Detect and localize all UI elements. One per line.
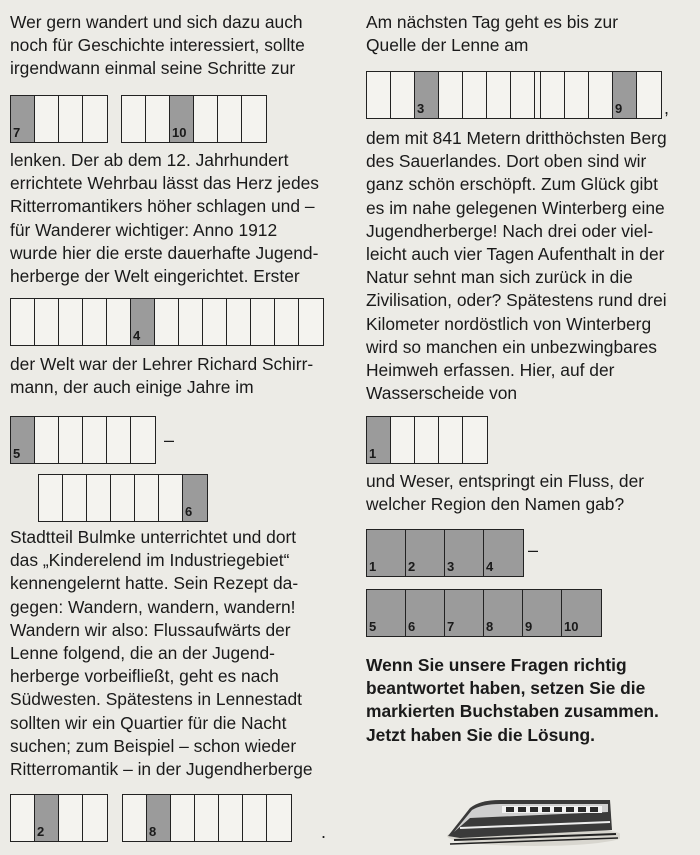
letter-cell[interactable] — [242, 96, 266, 142]
letter-cell[interactable] — [463, 417, 487, 463]
left-paragraph-3: der Welt war der Lehrer Richard Schirr- mann, der auch einige Jahre im — [10, 354, 314, 398]
letter-cell[interactable] — [637, 72, 661, 118]
cell-number: 2 — [408, 559, 416, 574]
answer-grid-6[interactable] — [10, 794, 108, 842]
letter-cell[interactable] — [39, 475, 63, 521]
letter-cell[interactable] — [183, 475, 207, 521]
letter-cell[interactable] — [367, 417, 391, 463]
letter-cell[interactable] — [219, 795, 243, 841]
letter-cell[interactable] — [179, 299, 203, 345]
letter-cell[interactable] — [218, 96, 242, 142]
cell-number: 7 — [447, 619, 455, 634]
cell-number: 10 — [172, 125, 187, 140]
right-paragraph-2: dem mit 841 Metern dritthöchsten Berg des Sauerlandes. Dort oben sind wir ganz schön erschöpft. Zum Glück gibt es im nahe gelegenen Winterberg eine Jugendherberge! Nach drei oder viel- leicht auch vier Tagen Aufenthalt in der Natur sehnt man sich zurück in die Zivilisation, oder? Spätestens rund drei Kilometer nordöstlich von Winterberg wird so manchen ein unbezwingbares Heimweh erfassen. Hier, auf der Wasserscheide von — [366, 128, 667, 404]
cell-number: 5 — [369, 619, 377, 634]
letter-cell[interactable] — [83, 795, 107, 841]
letter-cell[interactable] — [35, 795, 59, 841]
instruction-text: Wenn Sie unsere Fragen richtig beantwortet haben, setzen Sie die markierten Buchstaben zusammen. Jetzt haben Sie die Lösung. — [366, 655, 659, 745]
letter-cell[interactable] — [35, 96, 59, 142]
letter-cell[interactable] — [11, 417, 35, 463]
solution-hyphen: – — [528, 540, 539, 560]
letter-cell[interactable] — [415, 72, 439, 118]
answer-grid-3[interactable] — [10, 298, 324, 346]
letter-cell[interactable] — [195, 795, 219, 841]
letter-cell[interactable] — [523, 590, 562, 636]
letter-cell[interactable] — [35, 299, 59, 345]
letter-cell[interactable] — [59, 299, 83, 345]
letter-cell[interactable] — [415, 417, 439, 463]
right-paragraph-1: Am nächsten Tag geht es bis zur Quelle der Lenne am — [366, 12, 618, 56]
letter-cell[interactable] — [87, 475, 111, 521]
letter-cell[interactable] — [147, 795, 171, 841]
letter-cell[interactable] — [83, 299, 107, 345]
letter-cell[interactable] — [613, 72, 637, 118]
cell-number: 2 — [37, 824, 45, 839]
letter-cell[interactable] — [159, 475, 183, 521]
cell-number: 3 — [417, 101, 425, 116]
letter-cell[interactable] — [59, 417, 83, 463]
cell-number: 8 — [486, 619, 494, 634]
letter-cell[interactable] — [541, 72, 565, 118]
letter-cell[interactable] — [439, 72, 463, 118]
letter-cell[interactable] — [135, 475, 159, 521]
cell-number: 4 — [486, 559, 494, 574]
letter-cell[interactable] — [406, 530, 445, 576]
letter-cell[interactable] — [203, 299, 227, 345]
answer-grid-7[interactable] — [122, 794, 292, 842]
cell-number: 9 — [615, 101, 623, 116]
letter-cell[interactable] — [243, 795, 267, 841]
answer-grid-4[interactable] — [10, 416, 156, 464]
letter-cell[interactable] — [122, 96, 146, 142]
letter-cell[interactable] — [406, 590, 445, 636]
letter-cell[interactable] — [391, 417, 415, 463]
letter-cell[interactable] — [267, 795, 291, 841]
letter-cell[interactable] — [391, 72, 415, 118]
letter-cell[interactable] — [83, 417, 107, 463]
train-icon — [440, 778, 620, 850]
letter-cell[interactable] — [59, 96, 83, 142]
right-paragraph-3: und Weser, entspringt ein Fluss, der welcher Region den Namen gab? — [366, 471, 645, 515]
letter-cell[interactable] — [589, 72, 613, 118]
period-mark: . — [321, 822, 327, 842]
cell-number: 1 — [369, 446, 377, 461]
letter-cell[interactable] — [445, 590, 484, 636]
letter-cell[interactable] — [11, 299, 35, 345]
letter-cell[interactable] — [131, 299, 155, 345]
letter-cell[interactable] — [63, 475, 87, 521]
letter-cell[interactable] — [170, 96, 194, 142]
letter-cell[interactable] — [439, 417, 463, 463]
cell-number: 4 — [133, 328, 141, 343]
letter-cell[interactable] — [35, 417, 59, 463]
letter-cell[interactable] — [111, 475, 135, 521]
letter-cell[interactable] — [107, 417, 131, 463]
answer-grid-2[interactable] — [121, 95, 267, 143]
comma-mark: , — [664, 98, 670, 118]
letter-cell[interactable] — [487, 72, 511, 118]
letter-cell[interactable] — [59, 795, 83, 841]
letter-cell[interactable] — [171, 795, 195, 841]
cell-number: 9 — [525, 619, 533, 634]
solution-grid-1[interactable] — [366, 529, 524, 577]
letter-cell[interactable] — [227, 299, 251, 345]
answer-grid-1[interactable] — [10, 95, 108, 143]
letter-cell[interactable] — [11, 795, 35, 841]
cell-number: 7 — [13, 125, 21, 140]
answer-grid-5[interactable] — [38, 474, 208, 522]
letter-cell[interactable] — [131, 417, 155, 463]
answer-grid-10[interactable] — [366, 416, 488, 464]
letter-cell[interactable] — [562, 590, 601, 636]
cell-number: 3 — [447, 559, 455, 574]
answer-grid-9[interactable] — [540, 71, 662, 119]
cell-number: 6 — [185, 504, 193, 519]
letter-cell[interactable] — [194, 96, 218, 142]
letter-cell[interactable] — [484, 530, 523, 576]
left-paragraph-4: Stadtteil Bulmke unterrichtet und dort das „Kinderelend im Industriegebiet“ kennengelernt hatte. Sein Rezept da- gegen: Wandern, wandern, wandern! Wandern wir also: Flussaufwärts der Lenne folgend, die an der Jugend- herberge vorbeifließt, geht es nach Südwesten. Spätestens in Lennestadt sollten wir ein Quartier für die Nacht suchen; zum Beispiel – schon wieder Ritterromantik – in der Jugendherberge — [10, 527, 313, 780]
letter-cell[interactable] — [511, 72, 535, 118]
letter-cell[interactable] — [299, 299, 323, 345]
letter-cell[interactable] — [484, 590, 523, 636]
letter-cell[interactable] — [155, 299, 179, 345]
letter-cell[interactable] — [123, 795, 147, 841]
letter-cell[interactable] — [367, 530, 406, 576]
left-paragraph-1: Wer gern wandert und sich dazu auch noch für Geschichte interessiert, sollte irgendwann einmal seine Schritte zur — [10, 12, 305, 79]
letter-cell[interactable] — [146, 96, 170, 142]
answer-grid-8[interactable] — [366, 71, 560, 119]
cell-number: 5 — [13, 446, 21, 461]
cell-number: 1 — [369, 559, 377, 574]
letter-cell[interactable] — [367, 590, 406, 636]
cell-number: 10 — [564, 619, 579, 634]
left-paragraph-2: lenken. Der ab dem 12. Jahrhundert errichtete Wehrbau lässt das Herz jedes Ritterromantikers höher schlagen und – für Wanderer wichtiger: Anno 1912 wurde hier die erste dauerhafte Jugend- herberge der Welt eingerichtet. Erster — [10, 150, 319, 287]
letter-cell[interactable] — [367, 72, 391, 118]
cell-number: 8 — [149, 824, 157, 839]
letter-cell[interactable] — [565, 72, 589, 118]
letter-cell[interactable] — [11, 96, 35, 142]
hyphen-mark: – — [164, 430, 175, 450]
solution-grid-2[interactable] — [366, 589, 602, 637]
letter-cell[interactable] — [445, 530, 484, 576]
letter-cell[interactable] — [251, 299, 275, 345]
letter-cell[interactable] — [107, 299, 131, 345]
letter-cell[interactable] — [463, 72, 487, 118]
letter-cell[interactable] — [83, 96, 107, 142]
cell-number: 6 — [408, 619, 416, 634]
letter-cell[interactable] — [275, 299, 299, 345]
